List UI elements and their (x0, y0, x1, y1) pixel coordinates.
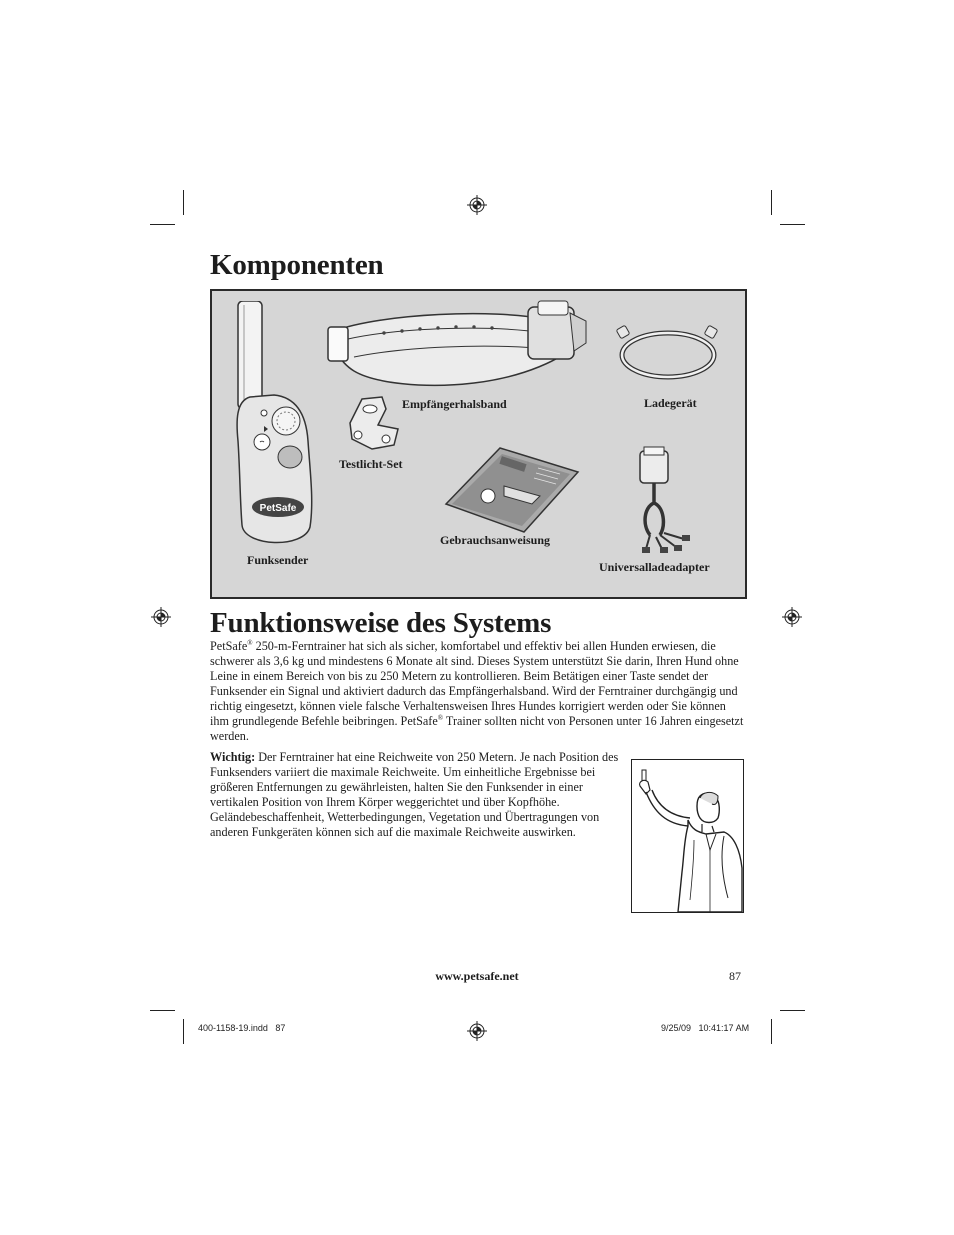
receiver-collar-illustration (324, 299, 594, 399)
footer-url: www.petsafe.net (435, 969, 519, 983)
crop-mark (771, 190, 772, 215)
intro-brand: PetSafe (210, 639, 248, 653)
transmitter-illustration (234, 301, 314, 549)
registered-mark: ® (437, 713, 444, 722)
important-body: Der Ferntrainer hat eine Reichweite von 250 Metern. Je nach Position des Funksenders variiert die maximale Reichweite. Um einheitliche Ergebnisse bei größeren Entfernungen zu gewährleisten, halten Sie den Funksender in einer vertikalen Position von Ihrem Körper weggerichtet und über Kopfhöhe. Geländebeschaffenheit, Wetterbedingungen, Vegetation und Übertragungen von anderen Funkgeräten können sich auf die maximale Reichweite auswirken. (210, 750, 619, 839)
registration-mark-icon (467, 1021, 487, 1041)
crop-mark (183, 190, 184, 215)
registered-mark: ® (247, 638, 253, 647)
page-number: 87 (729, 969, 741, 983)
manual-illustration (442, 446, 582, 534)
crop-mark (771, 1019, 772, 1044)
registration-mark-icon (782, 607, 802, 627)
label-manual: Gebrauchsanweisung (440, 533, 551, 547)
slug-date-info: 9/25/09 10:41:17 AM (661, 1023, 750, 1033)
label-transmitter: Funksender (247, 553, 309, 567)
components-illustration (210, 289, 747, 599)
crop-mark (780, 1010, 805, 1011)
crop-mark (150, 1010, 175, 1011)
section-title-function: Funktionsweise des Systems (210, 607, 552, 639)
label-adapter: Universalladeadapter (599, 560, 710, 574)
adapter-illustration (630, 445, 702, 557)
intro-paragraph (210, 639, 745, 744)
label-collar: Empfängerhalsband (402, 397, 507, 411)
intro-body: 250-m-Ferntrainer hat sich als sicher, komfortabel und effektiv bei allen Hunden erwiesen, die schwerer als 3,6 kg und mindestens 6 Monate alt sind. Dieses System unterstützt Sie darin, Ihren Hund ohne Leine in einem Bereich von bis zu 250 Metern zu kontrollieren. Beim Betätigen einer Taste sendet der Funksender ein Signal und aktiviert dadurch das Empfängerhalsband. Wird der Ferntrainer durchgängig und richtig eingesetzt, können viele falsche Verhaltensweisen Ihres Hundes korrigiert werden oder Sie können ihm grundlegende Befehle beibringen. PetSafe (210, 639, 739, 728)
transmitter-logo: PetSafe (259, 503, 297, 514)
section-title-components: Komponenten (210, 249, 384, 281)
man-holding-transmitter-icon (632, 760, 743, 912)
registration-mark-icon (151, 607, 171, 627)
important-paragraph (210, 750, 626, 840)
crop-mark (150, 224, 175, 225)
crop-mark (780, 224, 805, 225)
important-label: Wichtig: (210, 750, 256, 764)
label-test-light: Testlicht-Set (339, 457, 403, 471)
label-charger: Ladegerät (644, 396, 697, 410)
registration-mark-icon (467, 195, 487, 215)
charger-illustration (614, 325, 726, 387)
slug-file-info: 400-1158-19.indd 87 (198, 1023, 286, 1033)
intro-body-end: Trainer sollten nicht von Personen unter 16 Jahren eingesetzt werden. (210, 714, 744, 743)
usage-illustration (631, 759, 744, 913)
crop-mark (183, 1019, 184, 1044)
